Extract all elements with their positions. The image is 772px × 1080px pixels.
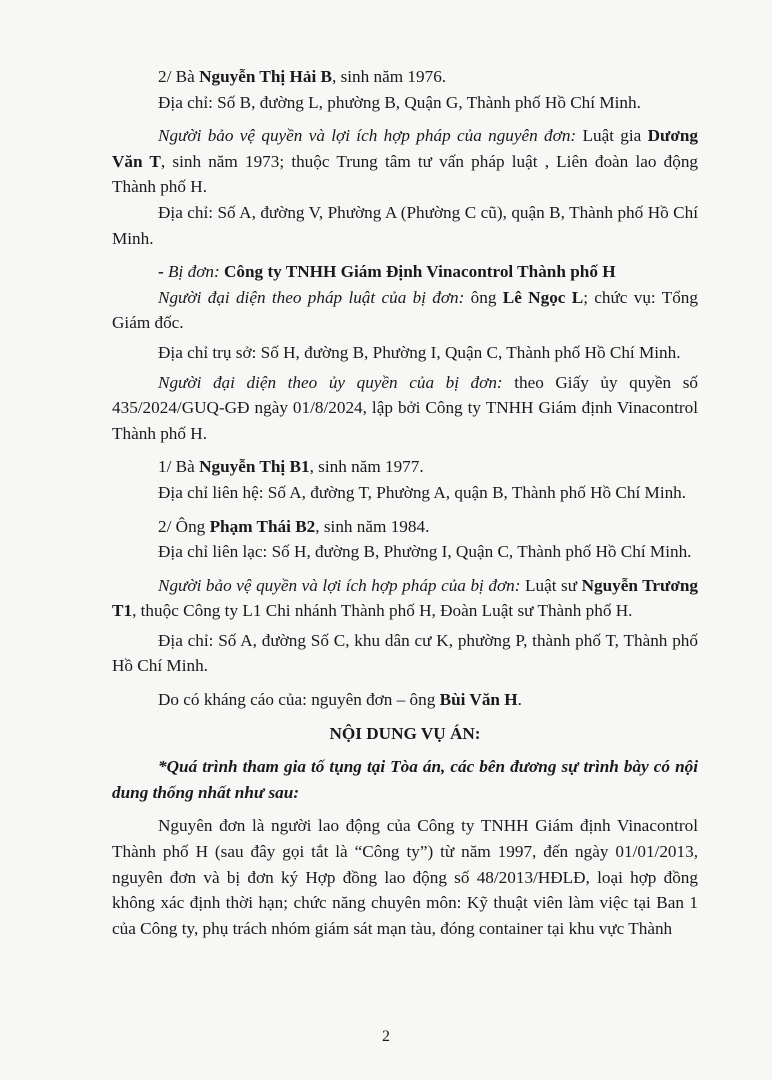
person-name: Lê Ngọc L [502,287,584,307]
plaintiff-representative: Người bảo vệ quyền và lợi ích hợp pháp của nguyên đơn: Luật gia Dương Văn T, sinh năm 1973; thuộc Trung tâm tư vấn pháp luật , Liên đoàn lao động Thành phố H. [112,126,699,197]
person-name: Nguyễn Thị Hải B [199,67,332,86]
party-entry-b2: 2/ Ông Phạm Thái B2, sinh năm 1984. [158,516,430,536]
address-line: Địa chỉ liên lạc: Số H, đường B, Phường I, Quận C, Thành phố Hồ Chí Minh. [158,542,692,562]
case-body-paragraph: Nguyên đơn là người lao động của Công ty TNHH Giám định Vinacontrol Thành phố H (sau đây gọi tắt là “Công ty”) từ năm 1997, đến ngày 01/01/2013, nguyên đơn và bị đơn ký Hợp đồng lao động số 48/2013/HĐLĐ, loại hợp đồng không xác định thời hạn; chức năng chuyên môn: Kỹ thuật viên làm việc tại Ban 1 của Công ty, phụ trách nhóm giám sát mạn tàu, đóng container tại khu vực Thành [112,816,698,938]
person-name: Nguyễn Trương T1 [112,575,698,621]
company-name: Công ty TNHH Giám Định Vinacontrol Thành phố H [219,262,616,282]
legal-representative: Người đại diện theo pháp luật của bị đơn: ông Lê Ngọc L; chức vụ: Tổng Giám đốc. [112,287,698,333]
party-entry-2: 2/ Bà Nguyễn Thị Hải B, sinh năm 1976. [158,67,447,86]
defendant-heading: - Bị đơn: Công ty TNHH Giám Định Vinacontrol Thành phố H [158,262,616,282]
proceedings-intro: *Quá trình tham gia tố tụng tại Tòa án, các bên đương sự trình bày có nội dung thống nhất như sau: [112,757,698,802]
person-name: Bùi Văn H [439,690,518,710]
address-line: Địa chỉ: Số A, đường V, Phường A (Phường C cũ), quận B, Thành phố Hồ Chí Minh. [112,202,698,248]
person-name: Dương Văn T [112,126,699,171]
party-entry-b1: 1/ Bà Nguyễn Thị B1, sinh năm 1977. [158,457,424,477]
address-line: Địa chỉ: Số B, đường L, phường B, Quận G, Thành phố Hồ Chí Minh. [158,92,641,112]
document-body [112,64,698,941]
section-heading: NỘI DUNG VỤ ÁN: [329,723,481,743]
authorized-representative: Người đại diện theo ủy quyền của bị đơn: theo Giấy ủy quyền số 435/2024/GUQ-GĐ ngày 01/8/2024, lập bởi Công ty TNHH Giám định Vinacontrol Thành phố H. [112,372,698,443]
address-line: Địa chỉ: Số A, đường Số C, khu dân cư K, phường P, thành phố T, Thành phố Hồ Chí Minh. [112,630,698,676]
person-name: Nguyễn Thị B1 [199,457,310,477]
defendant-lawyer: Người bảo vệ quyền và lợi ích hợp pháp của bị đơn: Luật sư Nguyễn Trương T1, thuộc Công ty L1 Chi nhánh Thành phố H, Đoàn Luật sư Thành phố H. [112,575,698,621]
address-line: Địa chỉ liên hệ: Số A, đường T, Phường A, quận B, Thành phố Hồ Chí Minh. [158,482,687,502]
page-number: 2 [382,1028,390,1045]
address-line: Địa chỉ trụ sở: Số H, đường B, Phường I, Quận C, Thành phố Hồ Chí Minh. [158,342,681,362]
appeal-note: Do có kháng cáo của: nguyên đơn – ông Bùi Văn H. [158,690,522,710]
person-name: Phạm Thái B2 [209,516,316,536]
